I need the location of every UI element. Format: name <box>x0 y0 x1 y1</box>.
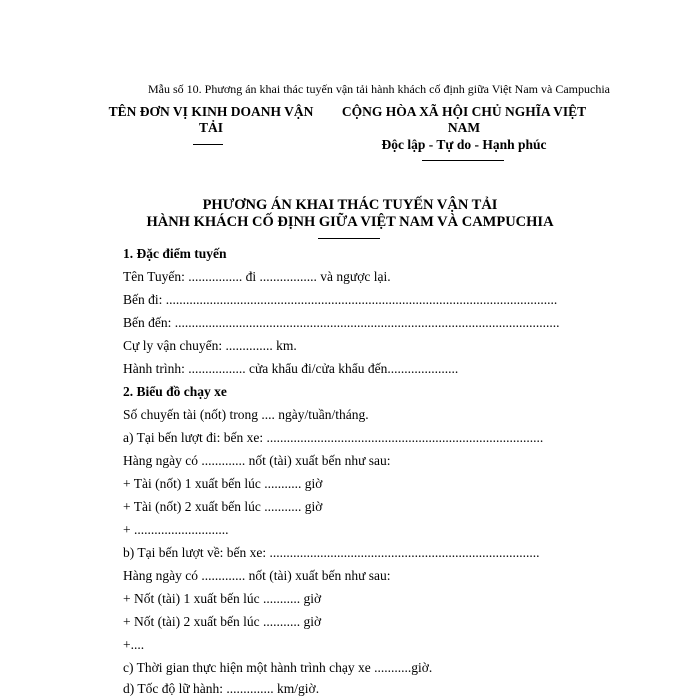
trip-duration-line: c) Thời gian thực hiện một hành trình chạy xe ...........giờ. <box>123 660 433 675</box>
distance-line: Cự ly vận chuyển: .............. km. <box>123 338 297 353</box>
outbound-trip-2-line: + Tài (nốt) 2 xuất bến lúc ........... giờ <box>123 499 323 514</box>
business-unit-underline <box>193 144 223 145</box>
motto-underline <box>422 160 504 161</box>
national-title-header <box>330 104 598 136</box>
outbound-more-line: + ............................ <box>123 522 229 537</box>
national-title-line-2: NAM <box>447 120 481 135</box>
outbound-trip-1-line: + Tài (nốt) 1 xuất bến lúc ........... giờ <box>123 476 323 491</box>
document-title-line-1: PHƯƠNG ÁN KHAI THÁC TUYẾN VẬN TẢI <box>202 197 498 213</box>
national-motto: Độc lập - Tự do - Hạnh phúc <box>381 137 547 152</box>
business-unit-header <box>100 104 322 136</box>
travel-speed-line: d) Tốc độ lữ hành: .............. km/giờ. <box>123 681 320 696</box>
business-unit-line-1: TÊN ĐƠN VỊ KINH DOANH VẬN <box>108 104 314 119</box>
section-heading-route-features: 1. Đặc điểm tuyến <box>123 246 227 261</box>
business-unit-line-2: TẢI <box>198 120 223 135</box>
document-title <box>100 197 600 231</box>
itinerary-line: Hành trình: ................. cửa khẩu đi/cửa khẩu đến..................... <box>123 361 459 376</box>
document-title-line-2: HÀNH KHÁCH CỐ ĐỊNH GIỮA VIỆT NAM VÀ CAMPUCHIA <box>146 214 554 230</box>
return-daily-line: Hàng ngày có ............. nốt (tài) xuất bến như sau: <box>123 568 391 583</box>
outbound-station-line: a) Tại bến lượt đi: bến xe: .................................................................................. <box>123 430 544 445</box>
departure-station-line: Bến đi: .................................................................................................................... <box>123 292 558 307</box>
form-number: Mẫu số 10. Phương án khai thác tuyến vận tải hành khách cố định giữa Việt Nam và Campuchia <box>148 82 610 96</box>
arrival-station-line: Bến đến: .................................................................................................................. <box>123 315 560 330</box>
return-more-line: +.... <box>123 637 145 652</box>
national-title-line-1: CỘNG HÒA XÃ HỘI CHỦ NGHĨA VIỆT <box>341 104 587 119</box>
return-trip-1-line: + Nốt (tài) 1 xuất bến lúc ........... giờ <box>123 591 322 606</box>
return-station-line: b) Tại bến lượt về: bến xe: ................................................................................ <box>123 545 540 560</box>
trip-count-line: Số chuyến tài (nốt) trong .... ngày/tuần/tháng. <box>123 407 369 422</box>
return-trip-2-line: + Nốt (tài) 2 xuất bến lúc ........... giờ <box>123 614 322 629</box>
title-underline <box>318 238 380 239</box>
outbound-daily-line: Hàng ngày có ............. nốt (tài) xuất bến như sau: <box>123 453 391 468</box>
route-name-line: Tên Tuyến: ................ đi ................. và ngược lại. <box>123 269 391 284</box>
section-heading-schedule: 2. Biểu đồ chạy xe <box>123 384 227 399</box>
